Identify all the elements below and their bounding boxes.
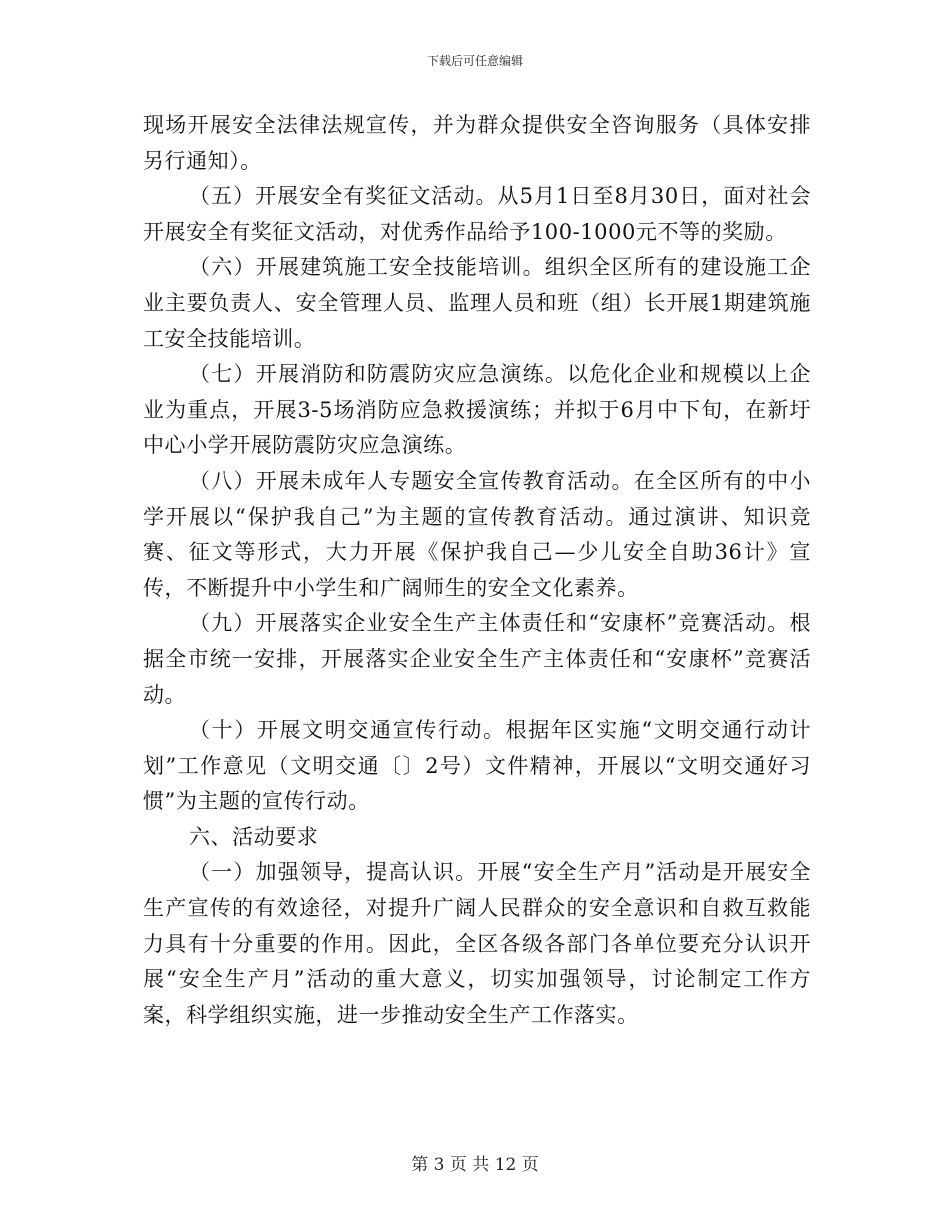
section-heading-requirements: 六、活动要求: [189, 824, 319, 849]
paragraph-item-9: （九）开展落实企业安全生产主体责任和“安康杯”竞赛活动。根据全市统一安排，开展落实企业安全生产主体责任和“安康杯”竞赛活动。: [143, 611, 811, 707]
paragraph-continuation: 现场开展安全法律法规宣传，并为群众提供安全咨询服务（具体安排另行通知）。: [143, 113, 811, 173]
page-number-footer: [0, 1154, 950, 1176]
paragraph-item-6: （六）开展建筑施工安全技能培训。组织全区所有的建设施工企业主要负责人、安全管理人员、监理人员和班（组）长开展1期建筑施工安全技能培训。: [143, 255, 811, 351]
document-body: [143, 108, 811, 1033]
paragraph-item-10: （十）开展文明交通宣传行动。根据年区实施“文明交通行动计划”工作意见（文明交通〔〕2号）文件精神，开展以“文明交通好习惯”为主题的宣传行动。: [143, 718, 811, 814]
paragraph-item-8: （八）开展未成年人专题安全宣传教育活动。在全区所有的中小学开展以“保护我自己”为主题的宣传教育活动。通过演讲、知识竞赛、征文等形式，大力开展《保护我自己—少儿安全自助36计》宣传，不断提升中小学生和广阔师生的安全文化素养。: [143, 468, 811, 600]
page-number-label: 第 3 页 共 12 页: [411, 1155, 539, 1175]
page-header-note: 下载后可任意编辑: [426, 54, 523, 68]
paragraph-requirement-1: （一）加强领导，提高认识。开展“安全生产月”活动是开展安全生产宣传的有效途径，对提升广阔人民群众的安全意识和自救互救能力具有十分重要的作用。因此，全区各级各部门各单位要充分认识开展“安全生产月”活动的重大意义，切实加强领导，讨论制定工作方案，科学组织实施，进一步推动安全生产工作落实。: [143, 860, 811, 1027]
paragraph-item-7: （七）开展消防和防震防灾应急演练。以危化企业和规模以上企业为重点，开展3-5场消防应急救援演练；并拟于6月中下旬，在新圩中心小学开展防震防灾应急演练。: [143, 362, 811, 458]
paragraph-item-5: （五）开展安全有奖征文活动。从5月1日至8月30日，面对社会开展安全有奖征文活动，对优秀作品给予100-1000元不等的奖励。: [143, 184, 811, 244]
